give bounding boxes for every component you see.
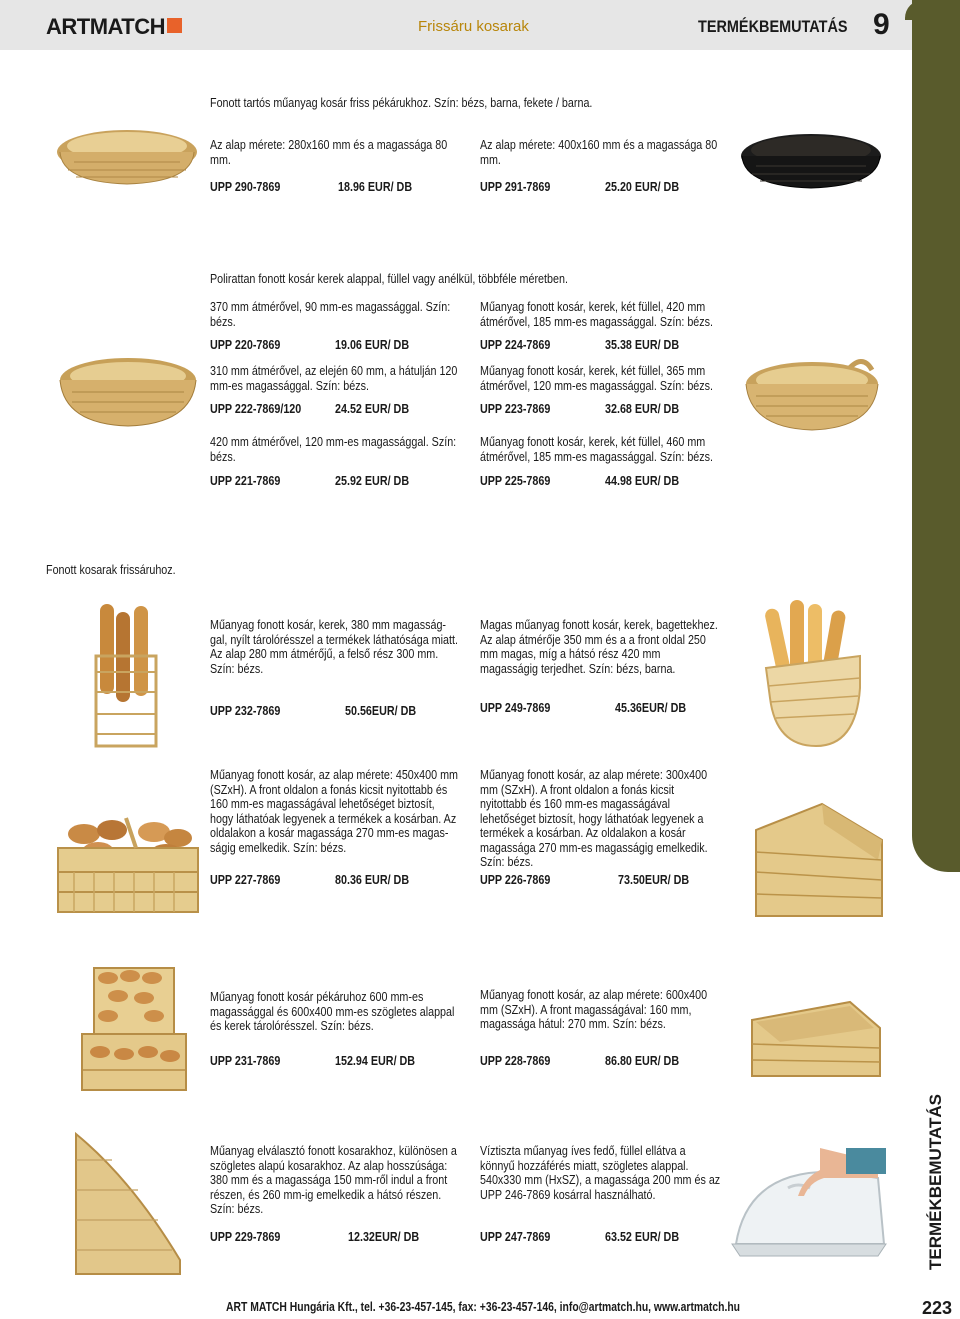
round-basket-image <box>58 350 198 430</box>
group2-intro: Polirattan fonott kosár kerek alappal, füllel vagy anélkül, többféle méretben. <box>210 272 568 286</box>
group2-right3-price: 44.98 EUR/ DB <box>605 474 680 488</box>
oval-basket-beige-image <box>54 122 200 188</box>
group3-item8-desc: Víztiszta műanyag íves fedő, füllel ellátva a könnyű hozzáférés miatt, szögletes alappal. 540x330 mm (HxSZ), a magassága 200 mm és az UPP 246-7869 kosárral használható. <box>480 1144 721 1202</box>
page-category: Frissáru kosarak <box>418 18 529 35</box>
section-title: TERMÉKBEMUTATÁS <box>698 17 848 36</box>
group2-right3-upp[interactable]: UPP 225-7869 <box>480 474 551 488</box>
round-basket-handles-image <box>740 350 886 434</box>
group3-item1-upp[interactable]: UPP 232-7869 <box>210 704 281 718</box>
logo-square-icon <box>167 18 182 33</box>
group3-item8-upp[interactable]: UPP 247-7869 <box>480 1230 551 1244</box>
footer-contact: ART MATCH Hungária Kft., tel. +36-23-457-145, fax: +36-23-457-146, info@artmatch.hu, www.artmatch.hu <box>226 1300 741 1314</box>
tall-bread-display-basket-image <box>78 964 190 1094</box>
group1-item1-price: 18.96 EUR/ DB <box>338 180 413 194</box>
group2-right3-desc: Műanyag fonott kosár, kerek, két füllel, 460 mm átmérővel, 185 mm-es magassággal. Szín: bézs. <box>480 435 714 464</box>
group3-item7-desc: Műanyag elválasztó fonott kosarakhoz, különösen a szögletes alapú kosarakhoz. Az alap hosszúsága: 380 mm és a magassága 150 mm-ről indul a front részen, és 260 mm-ig emelkedik a hátsó részen. Szín: bézs. <box>210 1144 457 1216</box>
group2-left2-desc: 310 mm átmérővel, az elején 60 mm, a hátulján 120 mm-es magassággal. Szín: bézs. <box>210 364 458 393</box>
group3-item8-price: 63.52 EUR/ DB <box>605 1230 680 1244</box>
baguette-basket-round-image <box>90 602 162 748</box>
group3-item1-desc: Műanyag fonott kosár, kerek, 380 mm magasság-gal, nyílt tárolórésszel a termékek láthatósága miatt. Az alap 280 mm átmérőjű, a felső rész 300 mm. Szín: bézs. <box>210 618 458 676</box>
group2-left1-upp[interactable]: UPP 220-7869 <box>210 338 281 352</box>
group3-item4-desc: Műanyag fonott kosár, az alap mérete: 300x400 mm (SZxH). A front oldalon a fonás kicsit nyitottabb és 160 mm-es magasságával lehetőséget biztosít, hogy láthatóak legyenek a termékek a kosárban. Az oldalakon a kosár magassága 270 mm-es magasságig emelkedik. Szín: bézs. <box>480 768 708 869</box>
angled-basket-image <box>752 800 886 920</box>
group1-item2-price: 25.20 EUR/ DB <box>605 180 680 194</box>
side-label <box>918 1094 952 1270</box>
group2-right1-price: 35.38 EUR/ DB <box>605 338 680 352</box>
group3-item7-price: 12.32EUR/ DB <box>348 1230 420 1244</box>
group3-item1-price: 50.56EUR/ DB <box>345 704 417 718</box>
group1-item2-desc: Az alap mérete: 400x160 mm és a magassága 80 mm. <box>480 138 718 167</box>
group3-item5-price: 152.94 EUR/ DB <box>335 1054 416 1068</box>
group3-item3-upp[interactable]: UPP 227-7869 <box>210 873 281 887</box>
group2-left1-price: 19.06 EUR/ DB <box>335 338 410 352</box>
group2-right1-upp[interactable]: UPP 224-7869 <box>480 338 551 352</box>
page-number: 223 <box>922 1298 953 1318</box>
section-number: 9 <box>873 8 890 41</box>
group3-item6-price: 86.80 EUR/ DB <box>605 1054 680 1068</box>
group2-right2-price: 32.68 EUR/ DB <box>605 402 680 416</box>
rectangular-basket-bread-image <box>54 808 202 918</box>
group3-item4-upp[interactable]: UPP 226-7869 <box>480 873 551 887</box>
group2-left2-upp[interactable]: UPP 222-7869/120 <box>210 402 302 416</box>
wide-rectangular-basket-image <box>746 998 884 1082</box>
group2-left2-price: 24.52 EUR/ DB <box>335 402 410 416</box>
group3-item5-upp[interactable]: UPP 231-7869 <box>210 1054 281 1068</box>
group3-item2-upp[interactable]: UPP 249-7869 <box>480 701 551 715</box>
group2-right2-desc: Műanyag fonott kosár, kerek, két füllel, 365 mm átmérővel, 120 mm-es magassággal. Szín: bézs. <box>480 364 714 393</box>
group3-item6-upp[interactable]: UPP 228-7869 <box>480 1054 551 1068</box>
side-tab <box>912 0 960 872</box>
group2-left3-desc: 420 mm átmérővel, 120 mm-es magassággal. Szín: bézs. <box>210 435 457 464</box>
group3-item4-price: 73.50EUR/ DB <box>618 873 690 887</box>
wicker-divider-image <box>72 1130 184 1278</box>
group2-left3-upp[interactable]: UPP 221-7869 <box>210 474 281 488</box>
group1-item2-upp[interactable]: UPP 291-7869 <box>480 180 551 194</box>
group3-item5-desc: Műanyag fonott kosár pékáruhoz 600 mm-es magassággal és 600x400 mm-es szögletes alappal és kerek tárolórésszel. Szín: bézs. <box>210 990 455 1033</box>
group3-item6-desc: Műanyag fonott kosár, az alap mérete: 600x400 mm (SZxH). A front magasságával: 160 mm, magassága hátul: 270 mm. Szín: bézs. <box>480 988 708 1031</box>
group2-right2-upp[interactable]: UPP 223-7869 <box>480 402 551 416</box>
group2-left3-price: 25.92 EUR/ DB <box>335 474 410 488</box>
logo-text: ARTMATCH <box>46 14 166 39</box>
group3-intro: Fonott kosarak frissáruhoz. <box>46 563 176 577</box>
side-label-text: TERMÉKBEMUTATÁS <box>926 1094 945 1270</box>
clear-dome-lid-image <box>728 1148 890 1266</box>
group1-intro: Fonott tartós műanyag kosár friss pékárukhoz. Szín: bézs, barna, fekete / barna. <box>210 96 593 110</box>
oval-basket-black-image <box>738 128 884 194</box>
group1-item1-desc: Az alap mérete: 280x160 mm és a magassága 80 mm. <box>210 138 448 167</box>
group3-item2-price: 45.36EUR/ DB <box>615 701 687 715</box>
baguette-basket-tall-image <box>760 598 870 748</box>
brand-logo[interactable] <box>46 14 182 40</box>
group1-item1-upp[interactable]: UPP 290-7869 <box>210 180 281 194</box>
group3-item3-price: 80.36 EUR/ DB <box>335 873 410 887</box>
group3-item3-desc: Műanyag fonott kosár, az alap mérete: 450x400 mm (SZxH). A front oldalon a fonás kicsit nyitottabb és 160 mm-es magasságával lehetőséget biztosít, hogy láthatóak legyenek a termékek a kosárban. Az oldalakon a kosár magassága 270 mm-es magas-ságig emelkedik. Szín: bézs. <box>210 768 458 855</box>
group2-left1-desc: 370 mm átmérővel, 90 mm-es magassággal. Szín: bézs. <box>210 300 451 329</box>
group2-right1-desc: Műanyag fonott kosár, kerek, két füllel, 420 mm átmérővel, 185 mm-es magassággal. Szín: bézs. <box>480 300 714 329</box>
group3-item2-desc: Magas műanyag fonott kosár, kerek, bagettekhez. Az alap átmérője 350 mm és a a front oldal 250 mm magas, míg a hátsó rész 420 mm magasságig terjedhet. Szín: bézs, barna. <box>480 618 718 676</box>
group3-item7-upp[interactable]: UPP 229-7869 <box>210 1230 281 1244</box>
